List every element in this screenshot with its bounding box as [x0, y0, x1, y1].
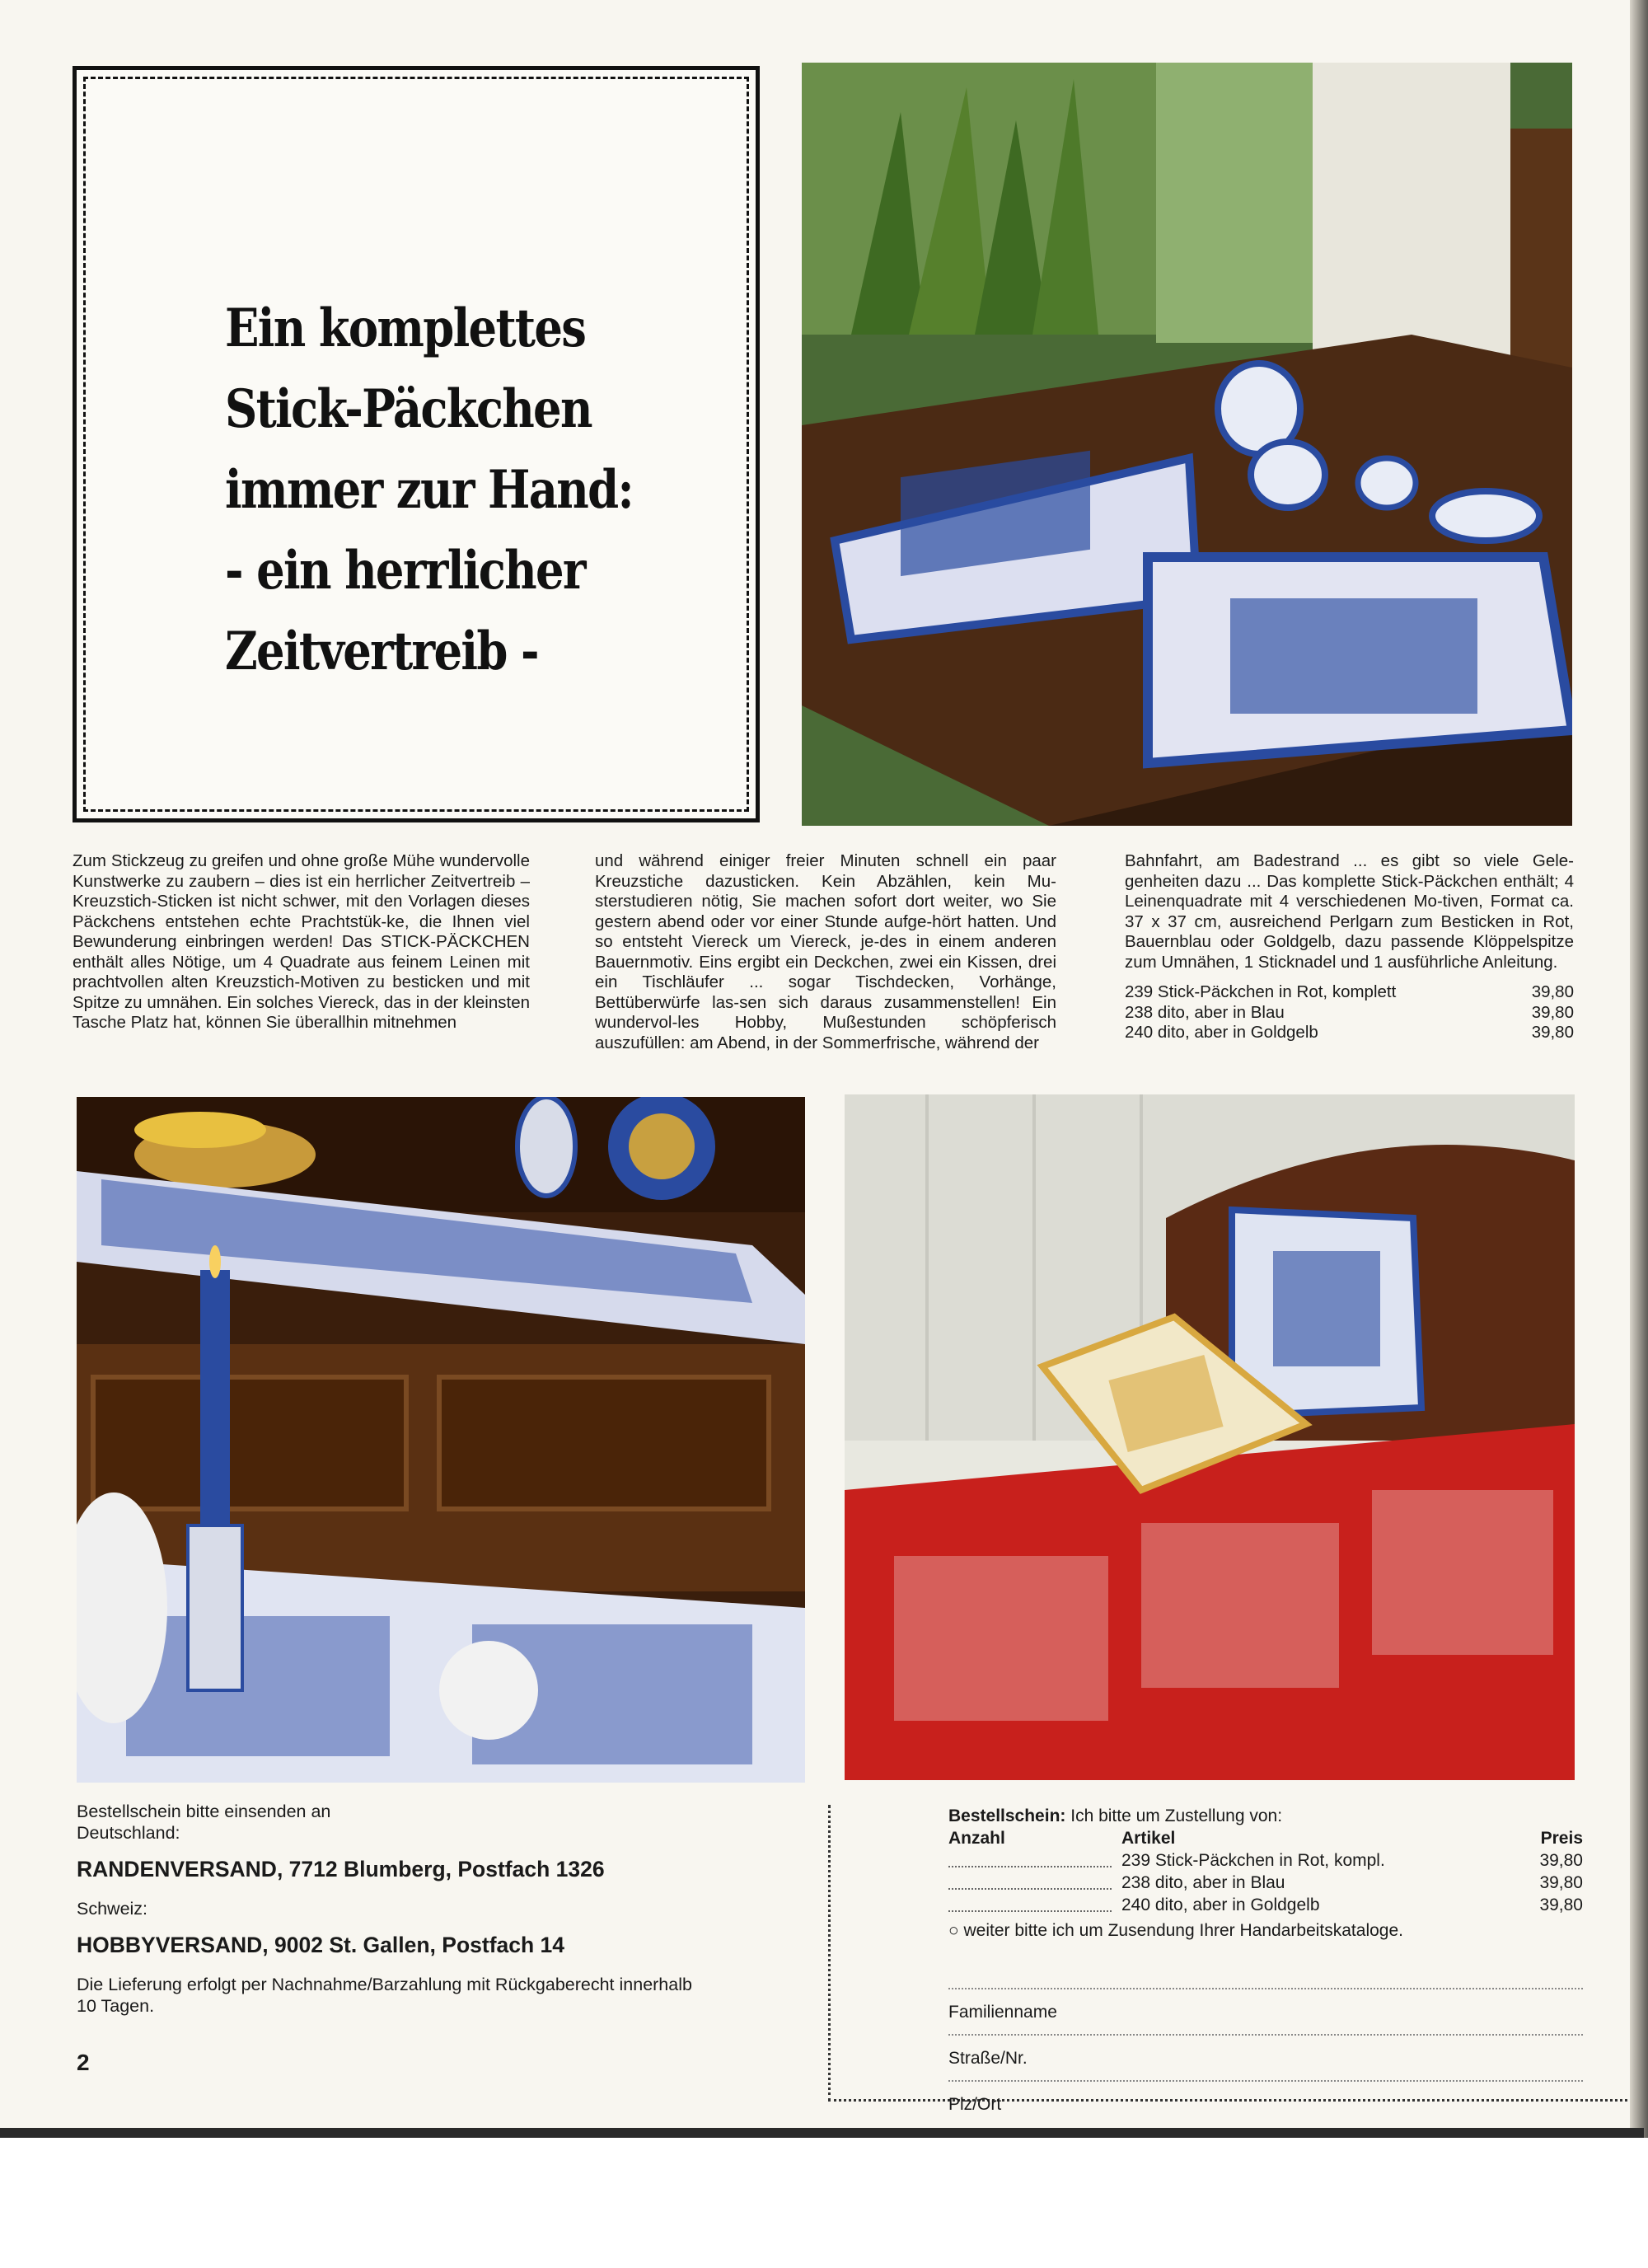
send-to-block [77, 1801, 818, 2017]
price-row [1125, 982, 1574, 1003]
order-article: 240 dito, aber in Goldgelb [1121, 1895, 1320, 1914]
order-title-line [948, 1805, 1583, 1827]
address-ch: HOBBYVERSAND, 9002 St. Gallen, Postfach 14 [77, 1933, 565, 1957]
field-city[interactable] [948, 2080, 1583, 2115]
price-value: 39,80 [1531, 1023, 1574, 1042]
qty-field[interactable] [948, 1849, 1112, 1867]
price-item: 239 Stick-Päckchen in Rot, komplett [1125, 982, 1397, 1001]
photo-bedspread [845, 1094, 1575, 1780]
headline-line: Stick-Päckchen [225, 378, 592, 440]
price-value: 39,80 [1531, 1002, 1574, 1022]
delivery-note: Die Lieferung erfolgt per Nachnahme/Barzahlung mit Rückgaberecht innerhalb 10 Tagen. [77, 1975, 692, 2016]
order-article: 238 dito, aber in Blau [1121, 1873, 1285, 1892]
headline-box [73, 66, 760, 822]
address-fields [948, 1976, 1583, 2115]
field-street[interactable] [948, 2034, 1583, 2069]
order-header [948, 1827, 1583, 1849]
order-title: Bestellschein: [948, 1806, 1066, 1825]
bottom-edge [0, 2128, 1644, 2138]
order-price: 39,80 [1539, 1895, 1583, 1914]
address-de: RANDENVERSAND, 7712 Blumberg, Postfach 1326 [77, 1857, 605, 1881]
headline-line: - ein herrlicher [225, 540, 585, 602]
body-text: und während einiger freier Minuten schnell ein paar Kreuzstiche dazusticken. Kein Abzählen, kein Mu-sterstudieren nötig, Sie machen sofort dort weiter, wo Sie gestern abend oder vor einer Stunde aufge-hört hatten. Und so entsteht Viereck um Viereck, je-des in einem anderen Bauernmotiv. Eins ergibt ein Deckchen, zwei ein Kissen, drei ein Tischläufer ... sogar Tischdecken, Vorhänge, Bettüberwürfe las-sen sich daraus zusammenstellen! Ein wundervol-les Hobby, Mußestunden schöpferisch auszufüllen: am Abend, in der Sommerfrische, während der [595, 851, 1056, 1052]
send-intro: Bestellschein bitte einsenden an [77, 1802, 331, 1821]
photo-sideboard [77, 1097, 805, 1783]
price-row [1125, 1003, 1574, 1024]
qty-field[interactable] [948, 1894, 1112, 1912]
country-ch: Schweiz: [77, 1899, 148, 1919]
body-text: Zum Stickzeug zu greifen und ohne große Mühe wundervolle Kunstwerke zu zaubern – dies ist ein herrlicher Zeitvertreib – Kreuzstich-Sticken ist nicht schwer, mit den Vorlagen dieses Päckchens entstehen echte Prachtstük-ke, die Ihnen viel Bewunderung einbringen werden! Das STICK-PÄCKCHEN enthält alles Nötige, um 4 Quadrate aus feinem Leinen mit prachtvollen alten Kreuzstich-Motiven zu besticken und mit Spitze zu umnähen. Ein solches Viereck, das in der kleinsten Tasche Platz hat, können Sie überallhin mitnehmen [73, 851, 530, 1032]
order-price: 39,80 [1539, 1851, 1583, 1870]
order-row [948, 1872, 1583, 1894]
price-item: 238 dito, aber in Blau [1125, 1002, 1285, 1022]
body-column-1 [73, 851, 530, 1033]
page-binding [1630, 0, 1648, 2143]
catalog-option[interactable]: ○ weiter bitte ich um Zusendung Ihrer Handarbeitskataloge. [948, 1921, 1403, 1940]
order-article: 239 Stick-Päckchen in Rot, kompl. [1121, 1851, 1385, 1870]
headline-line: immer zur Hand: [225, 459, 633, 521]
body-column-3 [1125, 851, 1574, 1043]
order-subtitle: Ich bitte um Zustellung von: [1070, 1806, 1283, 1825]
price-row [1125, 1023, 1574, 1043]
field-family-name[interactable] [948, 1988, 1583, 2022]
headline [225, 288, 645, 692]
page-number: 2 [77, 2050, 90, 2075]
scan-margin [0, 2138, 1648, 2268]
body-text: Bahnfahrt, am Badestrand ... es gibt so viele Gele-genheiten dazu ... Das komplette Stick-Päckchen enthält; 4 Leinenquadrate mit 4 verschiedenen Mo-tiven, Format ca. 37 x 37 cm, ausreichend Perlgarn zum Besticken in Rot, Bauernblau oder Goldgelb, dazu passende Klöppelspitze zum Umnähen, 1 Sticknadel und 1 ausführliche Anleitung. [1125, 851, 1574, 972]
headline-line: Zeitvertreib - [225, 621, 538, 682]
col-price: Preis [1540, 1829, 1583, 1848]
col-qty: Anzahl [948, 1829, 1005, 1848]
body-column-2 [595, 851, 1056, 1053]
price-list [1125, 982, 1574, 1043]
order-row [948, 1894, 1583, 1916]
price-value: 39,80 [1531, 982, 1574, 1001]
order-price: 39,80 [1539, 1873, 1583, 1892]
field-label: Plz/Ort [948, 2095, 1002, 2114]
photo-tea-table [802, 63, 1572, 826]
field-label: Straße/Nr. [948, 2049, 1028, 2068]
order-form [828, 1805, 1627, 2114]
price-item: 240 dito, aber in Goldgelb [1125, 1023, 1318, 1042]
country-de: Deutschland: [77, 1823, 180, 1843]
field-label: Familienname [948, 2003, 1057, 2022]
order-table [948, 1805, 1583, 1942]
order-row [948, 1849, 1583, 1872]
col-article: Artikel [1121, 1829, 1176, 1848]
qty-field[interactable] [948, 1872, 1112, 1890]
headline-line: Ein komplettes [225, 298, 586, 359]
